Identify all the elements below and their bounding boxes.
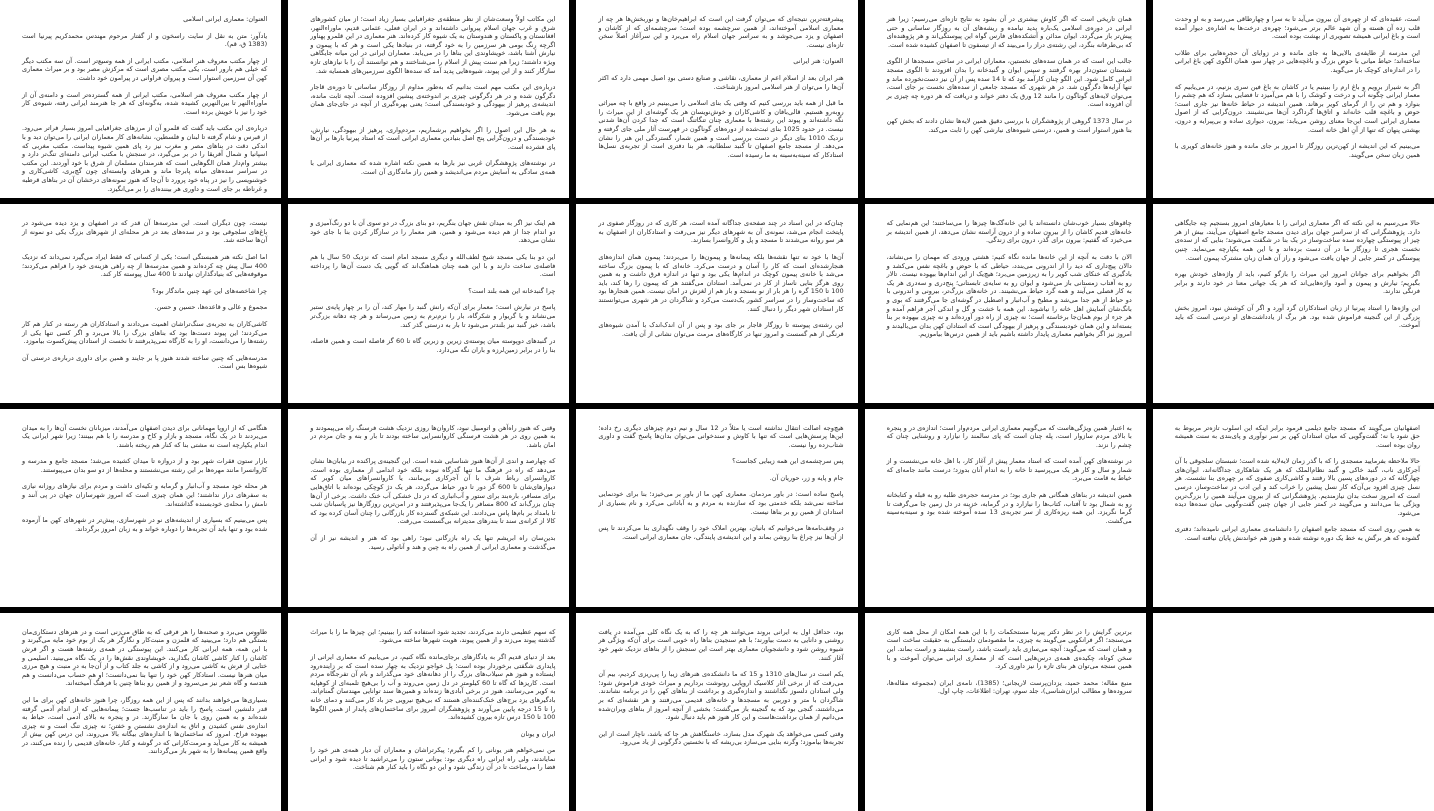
paragraph: در سال 1373 گروهی از پژوهشگران با بررسی دقیق همین لایه‌ها نشان دادند که بخش کهن بنا هنوز استوار است و همین، درستی شیوه‌های نیارشی کهن را ثابت می‌کند. <box>886 116 1132 134</box>
page-title-line: العنوان: معماری ایرانی اسلامی <box>183 15 268 23</box>
page-r1-c3 <box>576 0 857 198</box>
page-r2-c3 <box>576 204 857 402</box>
page-r2-c4 <box>865 204 1146 402</box>
paragraph: بعد از دنیای قدیم اگر به یادگارهای برجای‌مانده نگاه کنیم، در می‌یابیم که معماری ایرانی از پایداری شگفتی برخوردار بوده است؛ پل خواجو نزدیک به چهار سده است که بر زاینده‌رود ایستاده و هنوز هم سیلاب‌های بزرگ را از دهانه‌های خود می‌گذراند و بام آن تفرجگاه مردم است. کاریزها که گاه تا 60 کیلومتر در دل زمین می‌روند و آب را بی‌هیچ تلمبه‌ای از کوهپایه به کویر می‌رسانند، هنوز در برخی آبادی‌ها زنده‌اند و همین‌ها سند توانایی مهندسان گمنام‌اند. بادگیرهای یزد برج‌های خنک‌کننده‌ای هستند که بی‌هیچ نیرویی جز باد کار می‌کنند و دمای خانه را تا 15 درجه پایین می‌آورند و پژوهشگران امروز برای ساختمان‌های پایدار از همین الگوها 100 تا 150 درس تازه بیرون کشیده‌اند. <box>310 652 556 722</box>
page-r4-c1 <box>0 613 281 811</box>
paragraph: یکم است در سال‌های 1310 و 15 که ما دانشکده‌ی هنرهای زیبا را پی‌ریزی کردیم، بیم آن می‌رفت که از برخی آثار کلاسیک اروپایی رونوشت برداریم و میراث خودی فراموش شود؛ ولی استادان دلسوز نگذاشتند و اندازه‌گیری و برداشت از بناهای کهن را در برنامه نشاندند. شاگردان با متر و دوربین به مسجدها و خانه‌های قدیمی می‌رفتند و هر نقشه‌ای که بر می‌داشتند، گنجی بود که به گنجینه باز می‌گشت؛ بخشی از آنچه امروز از بناهای ویران‌شده می‌دانیم از همان برداشت‌هاست و این کار هنوز هم باید دنبال شود. <box>598 670 844 722</box>
paragraph: طاووس می‌برد و صحنه‌ها را هر فرقی که به طاق می‌زنی است و در هنرهای دستکاری‌مان بستگی هم دارد؛ می‌بینید که قلمزن و منبت‌کار و نگارگر هر یک از بوم خود مایه می‌گیرند و با این همه، همه ایرانی کار می‌کنند. این پیوستگی در همه‌ی رشته‌ها هست و اگر فرش کاشان را کنار کاشی کاشان بگذارید، خویشاوندی نقش‌ها را در یک نگاه می‌بینید. اسلیمی و ختایی از فرش به کاشی می‌رود و از کاشی به جلد کتاب و از آن‌جا به درِ منبت و هیچ مرزی میان هنرها نیست. استادکار کهن خود را تنها بنا نمی‌دانست؛ او هم حساب می‌دانست و هم هندسه و گاه شعر نیز می‌سرود و از همین رو بناها چنین با فرهنگ آمیخته‌اند. <box>22 627 268 688</box>
paragraph: است، عقیده‌ای که از چهره‌ی آن بیرون می‌آید تا به سرا و چهارطاقی می‌رسد و به او وحدت قلب زده آن هسته و آن شهد عالم برتر می‌شود؛ چهره‌ی درخت‌ها به اشاره‌ی دیوار آمده است و باغ ایرانی همیشه تصویری از بهشت بوده است. <box>1174 15 1420 41</box>
page-r4-c4 <box>865 613 1146 811</box>
page-r1-c2 <box>288 0 569 198</box>
paragraph: درباره‌ی این مکتب مهم است بدانیم که به‌طور مداوم از روزگار ساسانی تا دوره‌ی قاجار دگرگون شده و در هر دگرگونی چیزی بر اندوخته‌ی پیشین افزوده است. آنچه ثابت مانده، اندیشه‌ی پرهیز از بیهودگی و خودبسندگی است؛ یعنی بهره‌گیری از آنچه در جای‌جای همان بوم یافت می‌شود. <box>310 83 556 117</box>
paragraph: پاسخ ساده است: در باور مردمان. معماری کهن ما از باور بر می‌خیزد؛ بنا برای خودنمایی ساخته نمی‌شد بلکه خدمتی بود که سازنده به مردم و به آبادانی می‌کرد و نام بسیاری از استادان از همین رو بر بناها نیست. <box>598 490 844 516</box>
attribution-note: یادآور: متن به نقل از سایت راسخون و از گفتار مرحوم مهندس محمدکریم پیرنیا است (1383 ق، قم). <box>22 31 268 49</box>
paragraph: همان تاریخی است که اگر کاوش بیشتری در آن بشود به نتایج تازه‌ای می‌رسیم؛ زیرا هنر ایرانی در دوره‌ی اسلامی یک‌باره پدید نیامده و ریشه‌های آن به روزگار ساسانی و حتی پیش‌تر باز می‌گردد. ایوان مدائن و آتشکده‌های فارس گواه این پیوستگی‌اند و هر پژوهنده‌ای که بی‌طرفانه بنگرد، این رشته‌ی دراز را می‌بیند که از تیسفون تا اصفهان کشیده شده است. <box>886 15 1132 49</box>
short-line: چرا گنبدخانه این همه بلند است؟ <box>468 286 556 295</box>
paragraph: از چهار مکتب معروف هنر اسلامی، مکتب ایرانی از همه وسیع‌تر است. آن سه مکتب دیگر که خیلی هم بارور است، یکی مکتب مصری است که مرکزش مصر بود و بر میراث معماری کهن آن سرزمین استوار است و پیروان فراوانی در پیرامون خود داشت. <box>22 56 268 82</box>
paragraph: درباره‌ی این مکتب باید گفت که قلمرو آن از مرزهای جغرافیایی امروز بسیار فراتر می‌رود. از قبرس و شام گرفته تا لبنان و فلسطین، نشانه‌های کار معماران ایرانی را می‌توان دید و با اندکی دقت در بناهای مصر و مغرب نیز رد پای همین شیوه پیداست. مکتب مغربی که اسپانیا و شمال آفریقا را در بر می‌گیرد، در سنجش با مکتب ایرانی دامنه‌ای تنگ‌تر دارد و بیشتر وام‌دار همان الگوهایی است که هنرمندان مسلمان از شرق با خود آوردند. این مکتب در سراسر سده‌های میانه پابرجا ماند و هنرهای وابسته‌ای چون گچ‌بری، کاشی‌کاری و خوشنویسی را نیز در پناه خود پرورد تا آن‌جا که هنوز نمونه‌های درخشان آن در بناهای قرطبه و غرناطه بر جای است و داوری هر بیننده‌ای را بر می‌انگیزد. <box>22 124 268 193</box>
paragraph: الان با دقت به آنچه از این خانه‌ها مانده نگاه کنیم: هشتی ورودی که مهمان را می‌نشاند، دالان پیچ‌داری که دید را از اندرونی می‌بندد، حیاطی که با حوض و باغچه نفس می‌کشد و بادگیری که خنکای شب کویر را به زیرزمین می‌برد؛ هیچ‌یک از این اندام‌ها بیهوده نیست. تالار رو به آفتاب زمستانی باز می‌شود و ایوان رو به سایه‌ی تابستانی؛ پنج‌دری و سه‌دری هر یک به کار فصلی می‌آیند و همه گرد حیاط می‌نشینند. در خانه‌های بزرگ‌تر، بیرونی و اندرونی با دو حیاط از هم جدا می‌شد و مطبخ و آب‌انبار و اصطبل در گوشه‌ای جا می‌گرفتند که بوی و بانگ‌شان آسایش اهل خانه را نیاشوبد. این همه با خشت و گل و اندکی آجر فراهم آمده و هر جزء از بوم همان‌جا برخاسته است؛ نه چیزی از راه دور آورده‌اند و نه چیزی بیهوده بر بنا بسته‌اند و این همان خودبسندگی و پرهیز از بیهودگی است که استادان کهن بدان می‌بالیدند و امروز نیز اگر بخواهیم معماری پایدار داشته باشیم باید از همین درس‌ها بیاموزیم. <box>886 253 1132 339</box>
paragraph: بدین‌سان راه ابریشم تنها یک راه بازرگانی نبود؛ راهی بود که هنر و اندیشه نیز از آن می‌گذشت و معماری ایرانی از همین راه به چین و هند و آناتولی رسید. <box>310 534 556 551</box>
paragraph: من نمی‌خواهم هنر یونانی را کم بگیرم؛ پیکرتراشان و معماران آن دیار همه‌ی هنر خود را نمایاندند، ولی راه ایرانی راه دیگری بود: یونانی ستون را می‌تراشید تا دیده شود و ایرانی فضا را می‌ساخت تا در آن زندگی شود و این دو نگاه را باید کنار هم شناخت. <box>310 746 556 772</box>
paragraph: اگر بخواهیم برای جوانان امروز این میراث را بازگو کنیم، باید از واژه‌های خودش بهره بگیریم؛ نیارش و پیمون و آمود واژه‌هایی‌اند که هر یک جهانی معنا در خود دارند و برابر فرنگی ندارند. <box>1174 270 1420 296</box>
paragraph: در نوشته‌های کهن آمده است که استاد معمار پیش از آغاز کار، با اهل خانه می‌نشست و از شمار و سال و کار هر یک می‌پرسید تا خانه را به اندام آنان بدوزد؛ درست مانند جامه‌ای که خیاط به قامت می‌برد. <box>886 457 1132 483</box>
page-r1-c5 <box>1153 0 1434 198</box>
paragraph: وقتی کسی می‌خواهد یک شهرک مدل بسازد، خاستگاهش هر جا که باشد، ناچار است از این تجربه‌ها بیاموزد؛ وگرنه بنایی می‌سازد بی‌ریشه که با نخستین دگرگونی از یاد می‌رود. <box>598 729 844 747</box>
paragraph: هر محله خود مسجد و آب‌انبار و گرمابه و تکیه‌ای داشت و مردم برای نیازهای روزانه نیازی به سفرهای دراز نداشتند؛ این همان چیزی است که امروز شهرسازان جهان در پی آنند و نامش را محله‌ی خودبسنده گذاشته‌اند. <box>22 482 268 508</box>
paragraph: وقتی که هنوز راه‌آهن و اتومبیل نبود، کاروان‌ها روزی نزدیک هشت فرسنگ راه می‌پیمودند و به همین روی در هر هشت فرسنگی کاروانسرایی ساخته بودند تا بار و بنه و جان مردم در امان باشد. <box>310 423 556 449</box>
paragraph: هیچ‌وجه اصالت انتقال نداشته است یا مثلاً در 12 سال و نیم دوم چیزهای دیگری رخ داده؛ این‌ها پرسش‌هایی است که تنها با کاوش و سندخوانی می‌توان بدان‌ها پاسخ گفت و داوری شتاب‌زده روا نیست. <box>598 423 844 449</box>
paragraph: در وقف‌نامه‌ها می‌خوانیم که بانیان، بهترین املاک خود را وقف نگهداری بنا می‌کردند تا پس از آن‌ها نیز چراغ بنا روشن بماند و این اندیشه‌ی پایندگی، جان معماری ایرانی است. <box>598 524 844 541</box>
paragraph: بسیاری‌ها می‌خواهند بدانند که پس از این همه روزگار، چرا هنوز خانه‌های کهن برای ما این قدر دلنشین است. پاسخ را باید در تناسب‌ها جست؛ پیمانه‌هایی که از اندام آدمی گرفته شده‌اند و به همین روی با جان ما سازگارند. در و پنجره به بالای آدمی است، حیاط به اندازه‌ی نفس کشیدن و اتاق به اندازه‌ی نشستن و خفتن؛ نه چیزی تنگ است و نه چیزی بیهوده فراخ. امروز که ساختمان‌ها با اندازه‌های بیگانه بالا می‌روند، این درس کهن بیش از همیشه به کار می‌آید و مرمت‌کارانی که در گوشه و کنار، خانه‌های قدیمی را زنده می‌کنند، در واقع همین پیمانه‌ها را به شهر باز می‌گردانند. <box>22 695 268 756</box>
page-r1-c4 <box>865 0 1146 198</box>
paragraph: ما قبل از همه باید بررسی کنیم که وقتی یک بنای اسلامی را می‌بینیم در واقع با چه میراثی روبه‌رو هستیم. قالی‌بافان و کاشی‌کاران و خوش‌نویسان هر یک گوشه‌ای از این میراث را نگه داشته‌اند و پیوند این رشته‌ها با معماری چنان تنگاتنگ است که جدا کردن آن‌ها شدنی نیست. در حدود 1025 بنای ثبت‌شده از دوره‌های گوناگون در فهرست آثار ملی جای گرفته و نزدیک 1010 بنای دیگر در دست بررسی است و همین شمار، گستردگی این هنر را نشان می‌دهد. از مسجد جامع اصفهان تا گنبد سلطانیه، هر بنا دفتری است از تجربه‌ی نسل‌ها استادکار که سینه‌به‌سینه به ما رسیده است. <box>598 99 844 159</box>
paragraph: این مدرسه از طایفه‌ی بالایی‌ها به جای مانده و در زوایای آن حجره‌هایی برای طلاب ساخته‌اند؛ حیاط میانی با حوض بزرگ و باغچه‌هایی در چهار سو، همان الگوی کهن باغ ایرانی را در اندازه‌ای کوچک باز می‌گوید. <box>1174 48 1420 74</box>
paragraph: از چهار مکتب معروف هنر اسلامی، مکتب ایرانی از همه گسترده‌تر است و دامنه‌ی آن از ماوراءالنهر تا بین‌النهرین کشیده شده، به‌گونه‌ای که هر جا هنرمند ایرانی رفته، شیوه‌ی کار خود را نیز با خویش برده است. <box>22 90 268 116</box>
page-r2-c2 <box>288 204 569 402</box>
paragraph: حالا ملاحظه بفرمایید مسجدی را که با گذر زمان لایه‌لایه شده است؛ شبستان سلجوقی با آن آجرکاری ناب، گنبد خاکی و گنبد نظام‌الملک که هر یک شاهکاری جداگانه‌اند، ایوان‌های چهارگانه که در دوره‌های پسین بالا رفتند و کاشی‌کاری صفوی که بر چهره‌ی بنا نشست. هر نسل چیزی افزود بی‌آن‌که کار نسل پیشین را خراب کند و این ادب در ساخت‌وساز، درسی است که امروز سخت بدان نیازمندیم. پژوهشگرانی که از بیرون می‌آیند همین را بزرگ‌ترین ویژگی بنا می‌دانند و می‌گویند در کمتر جایی از جهان چنین گفت‌وگویی میان سده‌ها دیده می‌شود. <box>1174 457 1420 517</box>
paragraph: اما اصل نکته هنر همبستگی است؛ یکی از کسانی که فقط ایراد می‌گیرد نمی‌داند که نزدیک 400 سال پیش چه کرده‌اند و همین مدرسه‌ها از چه راهی هزینه‌ی خود را فراهم می‌کردند؛ موقوفه‌هایی که بنیادگذاران نهادند تا 400 سال پیوسته کار کند. <box>22 253 268 279</box>
paragraph: آن‌ها با خود نه تنها نقشه‌ها بلکه پیمانه‌ها و پیمون‌ها را می‌بردند؛ پیمون همان اندازه‌های هنجارشده‌ای است که کار را آسان و درست می‌کرد. خانه‌ای که با پیمون بزرگ ساخته می‌شد با خانه‌ی پیمون کوچک در اندام‌ها یکی بود و تنها در اندازه فرق داشت و به همین روی هرگز بنایی ناساز از کار در نمی‌آمد. استادان می‌گفتند هر که پیمون را رها کند، باید 100 تا 150 گره را هر بار از نو بسنجد و باز هم از لغزش در امان نیست. همین هنجارها بود که ساخت‌وساز را در سراسر کشور یک‌دست می‌کرد و شاگردان در هر شهری می‌توانستند کار استادان شهر دیگر را دنبال کنند. <box>598 253 844 313</box>
page-r1-c1 <box>0 0 281 198</box>
page-r2-c1 <box>0 204 281 402</box>
section-heading: ایران و یونان <box>520 729 556 738</box>
paragraph: حالا می‌رسیم به این نکته که اگر معماری ایرانی را با معیارهای امروز بسنجیم چه جایگاهی دارد. پژوهشگرانی که از سراسر جهان برای دیدن مسجد جامع اصفهان می‌آیند، بیش از هر چیز از پیوستگی چهارده سده ساخت‌وساز در یک بنا در شگفت می‌شوند؛ بنایی که از سده‌ی نخست هجری تا روزگار ما در آن دست برده‌اند و با این همه یکپارچه می‌نماید. چنین پیوستگی در کمتر جایی از جهان یافت می‌شود و راز آن همان زبان مشترک پیمون است. <box>1174 219 1420 262</box>
paragraph: جالب این است که در همان سده‌های نخستین، معماران ایرانی در ساختن مسجدها از الگوی شبستان ستون‌دار بهره گرفتند و سپس ایوان و گنبدخانه را بدان افزودند تا الگوی مسجد ایرانی کامل شود. این الگو چنان کارآمد بود که تا 14 سده پس از آن نیز دست‌نخورده ماند و تنها آرایه‌ها دگرگون شد. در هر شهری که مسجد جامعی از سده‌های نخست بر جای است، می‌توان لایه‌های گوناگون را مانند 12 ورق یک دفتر خواند و دریافت که هر دوره چه چیزی بر آن افزوده است. <box>886 57 1132 109</box>
short-line: جام و پایه و زر، حوریان آن. <box>769 473 844 482</box>
paragraph: پیشرفته‌ترین نتیجه‌ای که می‌توان گرفت این است که ابراهیم‌خان‌ها و نوربخش‌ها هر چه از معماری اسلامی آموخته‌اند، از همین سرچشمه بوده است؛ سرچشمه‌ای که از کاشان و اصفهان و یزد می‌جوشد و به سراسر جهان اسلام راه می‌برد و این سرآغاز اصلاً سخن تازه‌ای نیست. <box>598 15 844 49</box>
page-r3-c2 <box>288 409 569 607</box>
page-r3-c4 <box>865 409 1146 607</box>
paragraph: به اعتبار همین ویژگی‌هاست که می‌گوییم معماری ایرانی مردم‌وار است؛ اندازه‌ی در و پنجره با بالای مردم سازوار است، پله چنان است که پای سالمند را نیازارد و روشنایی چنان که چشم را نزند. <box>886 423 1132 449</box>
source-citation: منبع مقاله: محمد حمید، یزدان‌پرست لاریجانی؛ (1385)، نامه‌ی ایران (مجموعه مقاله‌ها، سروده‌ها و مطالب ایران‌شناسی)، جلد سوم، تهران: اطلاعات، چاپ اول. <box>886 678 1132 696</box>
paragraph: این رشته‌ی پیوسته تا روزگار قاجار بر جای بود و پس از آن اندک‌اندک با آمدن شیوه‌های فرنگی از هم گسست و امروز تنها در کارگاه‌های مرمت می‌توان نشانی از آن یافت. <box>598 321 844 338</box>
paragraph: هنر ایران بعد از اسلام اعم از معماری، نقاشی و صنایع دستی بودِ اصیل مهمی دارد که اکثر آن‌ها را می‌توان از هنر اسلامی امروز بازشناخت. <box>598 73 844 91</box>
page-r3-c1 <box>0 409 281 607</box>
paragraph: این مکاتب اولاً وسعت‌شان از نظر منطقه‌ی جغرافیایی بسیار زیاد است؛ از میان کشورهای شرق و غرب جهان اسلام پیروانی داشته‌اند و در ایران فعلی، عثمانی قدیم، ماوراءالنهر، افغانستان و پاکستان و هندوستان به یک شیوه کار کرده‌اند. هنر معماری در این قلمرو پهناور اگرچه رنگ بومی هر سرزمین را به خود گرفته، در بنیادها یکی است و هر که با پیمون و نیارش آشنا باشد، خویشاوندی این بناها را در می‌یابد. معماران ایرانی در این میانه جایگاهی ویژه داشتند؛ زیرا هم سنت پیش از اسلام را می‌شناختند و هم توانستند آن را با نیازهای تازه سازگار کنند و از این پیوند، شیوه‌هایی پدید آمد که سده‌ها الگوی سرزمین‌های همسایه شد. <box>310 15 556 75</box>
paragraph: بود، حداقل اول به ایرانی بروند می‌توانند هر چه را که به یک نگاه کلی می‌آمده در یافت روشنی و دانایی به دست بیاورند؛ با هم سنجیدن بناها راه خوبی است برای آن‌که ویژگی هر شیوه روشن شود و دانشجویان معماری بهتر است این سنجش را از بناهای نزدیک شهر خود آغاز کنند. <box>598 627 844 662</box>
paragraph: در گنبدهای دوپوسته میان پوسته‌ی زیرین و زبرین گاه تا 60 گز فاصله است و همین فاصله، بنا را در برابر زمین‌لرزه و باران نگه می‌دارد. <box>310 337 556 354</box>
page-r4-c3 <box>576 613 857 811</box>
short-line: پس سرچشمه‌ی این همه زیبایی کجاست؟ <box>732 457 844 466</box>
paragraph: که چهارصد و اندی از آن‌ها هنوز شناسایی شده است. این گنجینه‌ی پراکنده در بیابان‌ها نشان می‌دهد که راه در فرهنگ ما تنها گذرگاه نبوده بلکه خود اندامی از معماری بوده است. کاروانسرای رباط شرف با آن آجرکاری بی‌مانند، یا کاروانسراهای میان کویر که دیوارهای‌شان تا 600 گز دور تا دور حیاط می‌گردد، هر یک دژ کوچکی بوده‌اند با اتاق‌هایی برای مسافر، باره‌بند برای ستور و آب‌انباری که در دل خشکی آب خنک داشت. برخی از آن‌ها چنان بزرگ‌اند که 800 مسافر را یک‌جا می‌پذیرفتند و در امن‌ترین روزگارها نیز پاسبانان شب تا بامداد بر بام‌ها پاس می‌دادند. این شبکه‌ی گسترده کار بازرگانی را چنان آسان کرده بود که کالا از کرانه‌ی سند تا بندرهای مدیترانه بی‌گسست می‌رفت. <box>310 457 556 526</box>
section-heading: العنوان: هنر ایرانی <box>793 57 844 66</box>
paragraph: این واژه‌ها را استاد پیرنیا از زبان استادکاران گرد آورد و اگر آن کوشش نبود، امروز بخش بزرگی از این گنجینه فراموش شده بود. هر برگ از یادداشت‌های او درسی است که باید آموخت. <box>1174 304 1420 330</box>
page-r3-c3 <box>576 409 857 607</box>
paragraph: که سهم عظیمی دارند می‌کردند، تجدید شود استفاده کند را ببینیم؛ این چیزها ما را با میراث گذشته پیوند می‌زند و از همین پیوند، هویت شهرها ساخته می‌شود. <box>310 627 556 645</box>
paragraph: هنگامی که از اروپا مهمانانی برای دیدن اصفهان می‌آمدند، میزبانان نخست آن‌ها را به میدان می‌بردند تا در یک نگاه، مسجد و بازار و کاخ و مدرسه را با هم ببینند؛ زیرا شهر ایرانی یک اندام یکپارچه است نه مشتی بنا که کنار هم ریخته باشند. <box>22 423 268 449</box>
paragraph: به همین روی است که مسجد جامع اصفهان را دانشنامه‌ی معماری ایرانی نامیده‌اند؛ دفتری گشوده که هر برگش به خط یک دوره نوشته شده و هنوز هم خواندنش پایان نیافته است. <box>1174 525 1420 543</box>
paragraph: بازار ستون فقرات شهر بود و از دروازه تا میدان کشیده می‌شد؛ مسجد جامع و مدرسه و کاروانسرا مانند مهره‌ها بر این رشته می‌نشستند و محله‌ها از دو سو بدان می‌پیوستند. <box>22 457 268 474</box>
paragraph: هم اینک نیز اگر به میدان نقش جهان بنگریم، دو بنای بزرگ در دو سوی آن با دو رنگ‌آمیزی و دو اندام جدا از هم دیده می‌شود و همین، هنر معمار را در سازگار کردن بنا با جای خود نشان می‌دهد. <box>310 219 556 245</box>
page-r4-c2 <box>288 613 569 811</box>
short-line: مجموع و عالی و قاعده‌ها، حسین و حسن. <box>154 303 268 312</box>
paragraph: کاشی‌کاران به تجربه‌ی سنگ‌تراشان اهمیت می‌دادند و استادکاران هر رسته در کنار هم کار می‌کردند؛ این پیوند دست‌ها بود که بناهای بزرگ را بالا می‌برد و اگر کسی تنها یکی از رشته‌ها را می‌دانست، او را به کارگاه نمی‌پذیرفتند تا نخست از استادان پیش‌کسوت بیاموزد. <box>22 320 268 346</box>
page-r3-c5 <box>1153 409 1434 607</box>
paragraph: پس می‌بینیم که بسیاری از اندیشه‌های نو در شهرسازی، پیش‌تر در شهرهای کهن ما آزموده شده بود و تنها باید آن تجربه‌ها را دوباره خواند و به زبان امروز برگرداند. <box>22 516 268 533</box>
paragraph: اصفهانیان می‌گویند که مسجد جامع دیلمی فرمود برابر اینکه این اسلوب تازه‌تر مربوط به حق شود یا نه؛ گفت‌وگویی که میان استادان کهن بر سر نوآوری و پای‌بندی به سنت همیشه روان بوده است. <box>1174 423 1420 449</box>
paragraph: همین اندیشه در بناهای همگانی هم جاری بود؛ در مدرسه حجره‌ی طلبه رو به قبله و کتابخانه رو به شمال بود تا آفتاب، کتاب‌ها را نیازارد و در گرمابه، خزینه در دل زمین جا می‌گرفت تا گرما نگریزد. این همه ریزه‌کاری از سر تجربه‌ی 13 سده آموخته شده بود و سینه‌به‌سینه می‌گشت. <box>886 491 1132 525</box>
paragraph: پاسخ در نیارش است؛ معمار برای آن‌که رانش گنبد را مهار کند، آن را بر چهار پایه‌ی ستبر می‌نشاند و با گریوار و شکرگاه، بار را نرم‌نرم به زمین می‌رساند و هر چه دهانه بزرگ‌تر باشد، خیز گنبد نیز بلندتر می‌شود تا بار به درستی گذر کند. <box>310 303 556 329</box>
paragraph: اگر به شیراز برویم و باغ ارم را ببینیم یا در کاشان به باغ فین سری بزنیم، در می‌یابیم که معمار ایرانی چگونه آب و درخت و کوشک را با هم می‌آمیزد تا فضایی بسازد که هم چشم را بنوازد و هم تن را از گرمای کویر برهاند. همین اندیشه در حیاط خانه‌ها نیز جاری است؛ حوض و باغچه قلب خانه‌اند و اتاق‌ها گرداگرد آن‌ها می‌نشینند. درون‌گرایی که از اصول معماری ایرانی است این‌جا معنای روشن می‌یابد: بیرون، دیواری ساده و بی‌پیرایه و درون، بهشتی پنهان که تنها از آنِ اهل خانه است. <box>1174 82 1420 134</box>
paragraph: به هر حال این اصول را اگر بخواهیم برشماریم، مردم‌واری، پرهیز از بیهودگی، نیارش، خودبسندگی و درون‌گرایی پنج اصل بنیادین معماری ایرانی است که استاد پیرنیا بارها بر آن‌ها پای فشرده است. <box>310 125 556 151</box>
paragraph: چاقوهای بسیار خوب‌شان دانسته‌اند یا این خانه‌گک‌ها چیزها را می‌ساختند؛ این هم‌نمایی که خانه‌های قدیم کاشان را از بیرون ساده و از درون آراسته نشان می‌دهد، از همین اندیشه بر می‌خیزد که گفتیم: بیرون برای گذر، درون برای زندگی. <box>886 219 1132 245</box>
page-r4-c5-empty <box>1153 613 1434 811</box>
paragraph: چنان‌که در این اسناد در چند صفحه‌ی جداگانه آمده است، هر کاری که در روزگار صفوی در پایتخت انجام می‌شد، نمونه‌ی آن به شهرهای دیگر نیز می‌رفت و استادکاران از اصفهان به هر سو روانه می‌شدند تا مسجد و پل و کاروانسرا بسازند. <box>598 219 844 245</box>
paragraph: مدرسه‌هایی که چنین ساخته شدند هنوز پا بر جایند و همین برای داوری درباره‌ی درستی آن شیوه‌ها بس است. <box>22 353 268 371</box>
short-line: چرا شاخصه‌های این عهد چنین ماندگار بود؟ <box>152 286 268 295</box>
paragraph: در نوشته‌های پژوهشگران غربی نیز بارها به همین نکته اشاره شده که معماری ایرانی با همه‌ی سادگی به آسایش مردم می‌اندیشد و همین راز ماندگاری آن است. <box>310 159 556 176</box>
paragraph: این دو بنا یکی مسجد شیخ لطف‌الله و دیگری مسجد امام است که نزدیک 50 سال با هم فاصله‌ی ساخت دارند و با این همه چنان هماهنگ‌اند که گویی یک دست آن‌ها را پرداخته است. <box>310 253 556 279</box>
paragraph: می‌بینیم که این اندیشه از کهن‌ترین روزگار تا امروز بر جای مانده و هنوز خانه‌های کویری با همین زبان سخن می‌گویند. <box>1174 142 1420 159</box>
paragraph: نیست، چون دیگران است. این مدرسه‌ها آن قدر که در اصفهان و یزد دیده می‌شود در باغ‌های سلجوقی بود و در سده‌های بعد در هر محله‌ای از شهرهای بزرگ یکی دو نمونه از آن‌ها ساخته شد. <box>22 219 268 245</box>
paragraph: برترین گرایش را در نظر دکتر پیرنیا مستحکمات را با این همه امکان از محل همه کاری می‌سنجد؛ اگر فرانکویی می‌گویند به چیزی، ما مقصودمان دلبستگی به حقیقت ساخت است و همان است که می‌گوید: آنچه می‌سازی باید راست باشد، راست بنشیند و راست بماند. این سخن کوتاه، چکیده‌ی همه‌ی درس‌هایی است که از معماری ایرانی می‌توان آموخت و با همین سنجه می‌توان هر بنای تازه را نیز داوری کرد. <box>886 627 1132 671</box>
page-r2-c5 <box>1153 204 1434 402</box>
